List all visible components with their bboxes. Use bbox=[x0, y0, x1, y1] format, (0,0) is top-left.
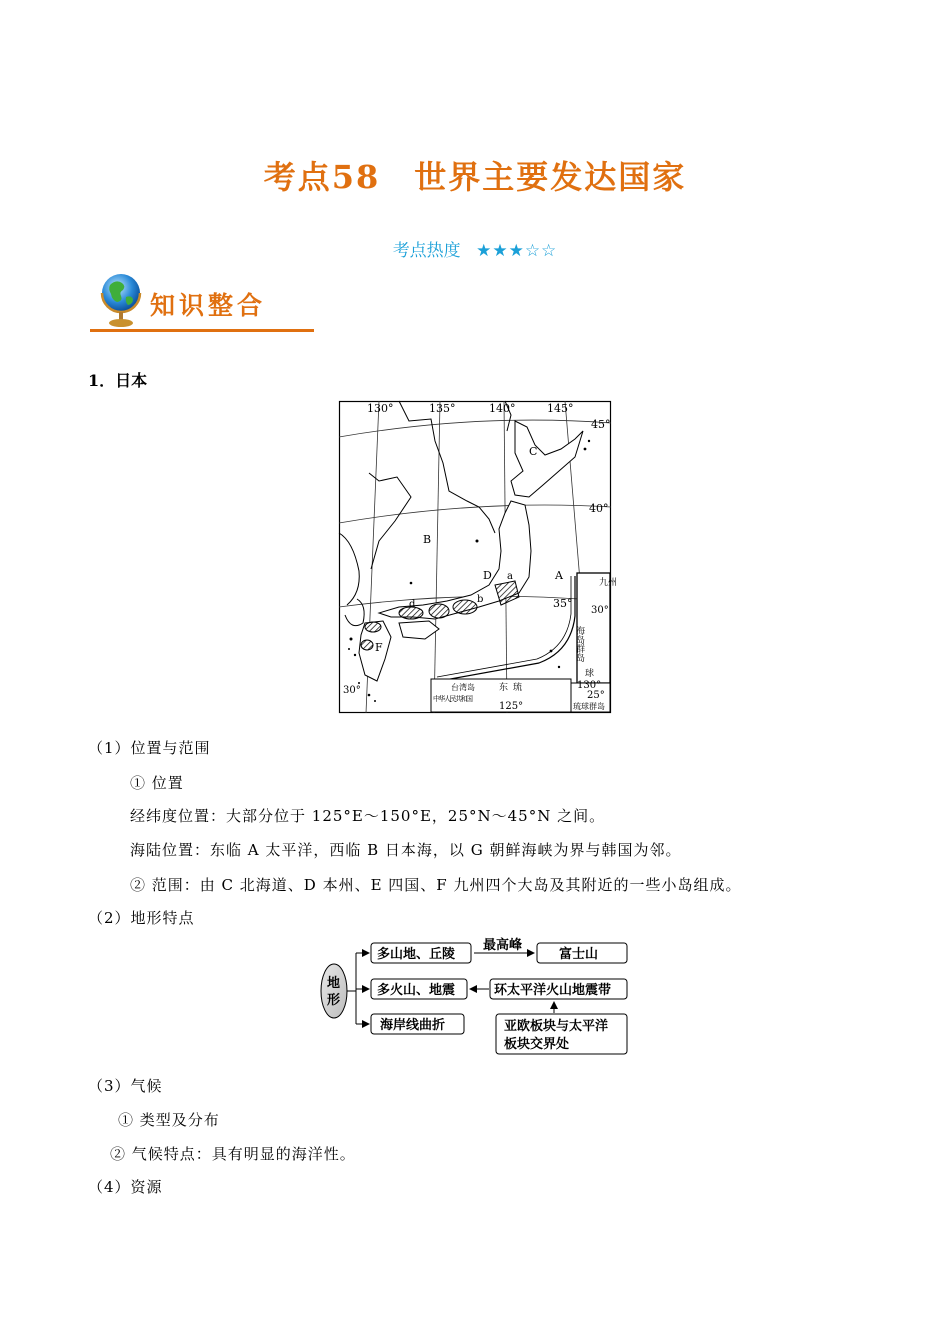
inset-lon: 130° bbox=[577, 680, 602, 691]
inset-lat: 30° bbox=[591, 605, 609, 616]
lat-label: 45° bbox=[591, 418, 611, 431]
para-location-range: （1）位置与范围 bbox=[88, 739, 211, 757]
para-climate-feature: ② 气候特点：具有明显的海洋性。 bbox=[110, 1145, 356, 1163]
terrain-box-label: 多火山、地震 bbox=[377, 983, 456, 998]
map-label: 琉 bbox=[513, 683, 523, 693]
map-letter: b bbox=[477, 594, 484, 605]
map-label: 中华人民共和国 bbox=[433, 695, 473, 703]
terrain-box-label: 富士山 bbox=[559, 947, 599, 962]
section-underline bbox=[90, 329, 314, 332]
lon-label: 135° bbox=[429, 402, 456, 415]
lon-label: 125° bbox=[499, 701, 524, 712]
japan-map bbox=[339, 401, 618, 713]
heat-label: 考点热度 bbox=[392, 241, 461, 261]
inset-label: 球 bbox=[585, 669, 595, 679]
heading-japan: 1．日本 bbox=[88, 371, 148, 390]
map-letter: a bbox=[507, 571, 513, 582]
terrain-box-label: 环太平洋火山地震带 bbox=[494, 983, 612, 998]
map-letter: A bbox=[555, 569, 563, 582]
globe-icon bbox=[96, 271, 146, 329]
terrain-box-label: 海岸线曲折 bbox=[380, 1018, 446, 1033]
map-letter: B bbox=[423, 533, 432, 546]
map-letter: F bbox=[375, 641, 383, 654]
para-latlon: 经纬度位置：大部分位于 125°E～150°E，25°N～45°N 之间。 bbox=[130, 807, 606, 825]
map-label: 台湾岛 bbox=[451, 683, 475, 692]
lat-label: 30° bbox=[343, 685, 361, 696]
page-title: 考点58 世界主要发达国家 bbox=[263, 158, 687, 196]
terrain-diagram bbox=[316, 936, 632, 1058]
para-climate: （3）气候 bbox=[88, 1077, 163, 1095]
para-resources: （4）资源 bbox=[88, 1178, 163, 1196]
section-title: 知识整合 bbox=[150, 291, 267, 320]
terrain-root-label: 形 bbox=[327, 993, 341, 1008]
para-location: ① 位置 bbox=[130, 774, 184, 792]
lon-label: 145° bbox=[547, 402, 574, 415]
map-letter: C bbox=[529, 445, 538, 458]
inset-label: 九州 bbox=[599, 578, 618, 588]
inset-label: 海岛群岛 bbox=[574, 626, 584, 662]
inset-caption: 琉球群岛 bbox=[573, 702, 605, 711]
terrain-box-label: 多山地、丘陵 bbox=[377, 947, 456, 962]
para-terrain: （2）地形特点 bbox=[88, 909, 195, 927]
inset-lat: 25° bbox=[587, 690, 605, 701]
para-climate-type: ① 类型及分布 bbox=[118, 1111, 220, 1129]
para-sea-land: 海陆位置：东临 A 太平洋，西临 B 日本海，以 G 朝鲜海峡为界与韩国为邻。 bbox=[130, 841, 682, 859]
lon-label: 130° bbox=[367, 402, 394, 415]
para-range: ② 范围：由 C 北海道、D 本州、E 四国、F 九州四个大岛及其附近的一些小岛组成。 bbox=[130, 876, 742, 894]
terrain-root-node bbox=[321, 964, 347, 1018]
terrain-box-label: 板块交界处 bbox=[504, 1037, 570, 1052]
terrain-root-label: 地 bbox=[327, 976, 341, 991]
lat-label: 40° bbox=[589, 502, 609, 515]
heat-stars: ★★★☆☆ bbox=[476, 241, 558, 261]
heat-rating bbox=[0, 236, 950, 261]
lon-label: 140° bbox=[489, 402, 516, 415]
arrow-label: 最高峰 bbox=[483, 938, 523, 953]
map-label: 东 bbox=[499, 683, 509, 693]
terrain-box-label: 亚欧板块与太平洋 bbox=[504, 1019, 609, 1034]
map-letter: d bbox=[409, 599, 416, 610]
lat-label: 35° bbox=[553, 597, 573, 610]
map-letter: D bbox=[483, 569, 492, 582]
